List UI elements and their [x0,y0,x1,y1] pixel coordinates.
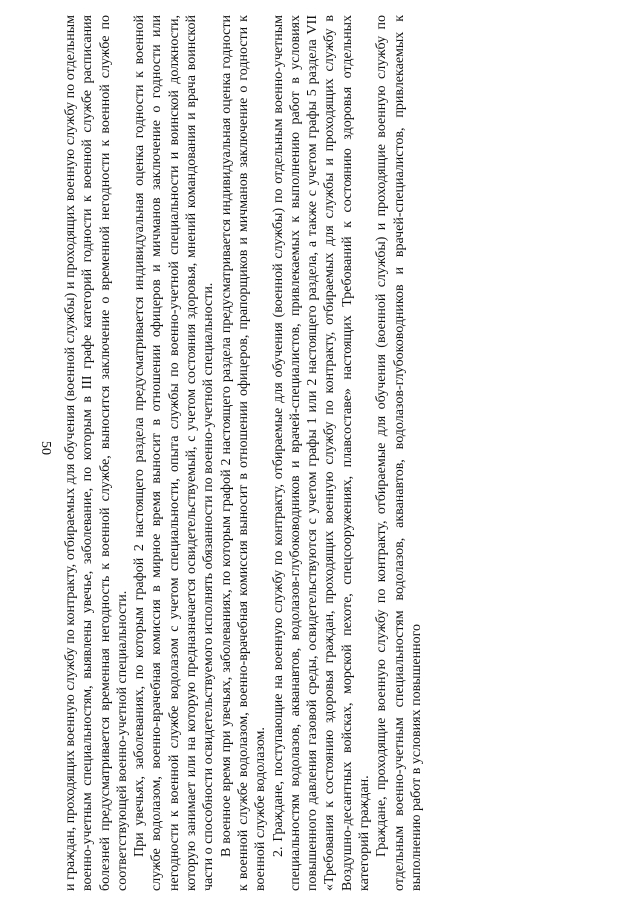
paragraph-3: В военное время при увечьях, заболеваниях, по которым графой 2 настоящего раздела предусматривается индивидуальная оценка годности к военной службе водолазом, военно-врачебная комиссия выносит в отношении офицеров, прапорщиков и мичманов заключение о годности к военной службе водолазом. [218,15,269,891]
paragraph-2: При увечьях, заболеваниях, по которым графой 2 настоящего раздела предусматривается индивидуальная оценка годности к военной службе водолазом, военно-врачебная комиссия в мирное время выносит в отношении офицеров и мичманов заключение о годности или негодности к военной службе водолазом с учетом специальности, опыта службы по военно-учетной специальности и воинской должности, которую занимает или на которую предназначается освидетельствуемый, с учетом состояния здоровья, мнений командования и врача воинской части о способности освидетельствуемого исполнять обязанности по военно-учетной специальности. [132,15,217,891]
rotated-page [62,15,542,891]
page-number: 50 [38,441,53,455]
paragraph-1: и граждан, проходящих военную службу по контракту, отбираемых для обучения (военной службы) и проходящих военную службу по отдельным военно-учетным специальностям, выявлены увечье, заболевание, по которым в III графе категорий годности к военной службе расписания болезней предусматривается временная негодность к военной службе, выносится заключение о временной негодности к военной службе по соответствующей военно-учетной специальности. [63,15,130,891]
document-body [62,15,425,891]
paragraph-5: Граждане, проходящие военную службу по контракту, отбираемые для обучения (военной службы) и проходящие военную службу по отдельным военно-учетным специальностям водолазов, акванавтов, водолазов-глубоководников и врачей-специалистов, привлекаемых к выполнению работ в условиях повышенного [374,15,424,891]
paragraph-4: 2. Граждане, поступающие на военную службу по контракту, отбираемые для обучения (военной службы) по отдельным военно-учетным специальностям водолазов, акванавтов, водолазов-глубоководников и врачей-специалистов, привлекаемых к выполнению работ в условиях повышенного давления газовой среды, освидетельствуются с учетом графы 1 или 2 настоящего раздела, а также с учетом графы 5 раздела VII «Требования к состоянию здоровья граждан, проходящих военную службу по контракту, отбираемых для службы и проходящих службу в Воздушно-десантных войсках, морской пехоте, спецсооружениях, плавсоставе» настоящих Требований к состоянию здоровья отдельных категорий граждан. [270,15,373,891]
